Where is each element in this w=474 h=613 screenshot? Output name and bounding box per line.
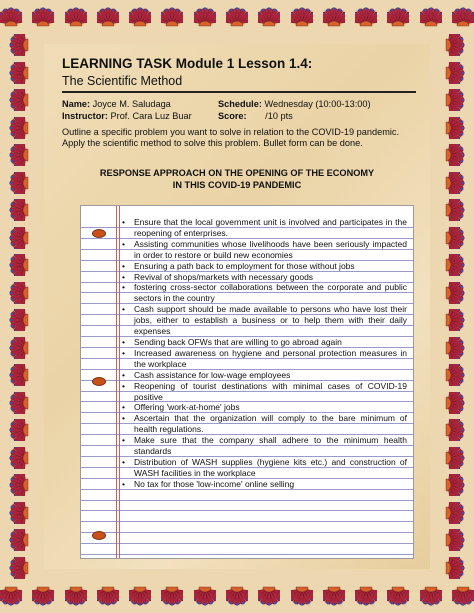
name-label: Name: bbox=[62, 99, 91, 109]
fan-ornament-icon bbox=[8, 282, 30, 304]
response-list bbox=[121, 217, 407, 490]
score-value: /10 pts bbox=[265, 111, 293, 121]
list-item: • Increased awareness on hygiene and personal protection measures in the workplace bbox=[121, 348, 407, 370]
fan-ornament-icon bbox=[444, 529, 466, 551]
fan-ornament-icon bbox=[444, 309, 466, 331]
score-row bbox=[218, 111, 293, 121]
fan-ornament-icon bbox=[444, 89, 466, 111]
punch-hole-icon bbox=[92, 229, 106, 238]
response-heading-line1: RESPONSE APPROACH ON THE OPENING OF THE ECONOMY bbox=[99, 168, 375, 178]
fan-ornament-icon bbox=[444, 282, 466, 304]
fan-ornament-icon bbox=[444, 557, 466, 579]
schedule-value: Wednesday (10:00-13:00) bbox=[264, 99, 371, 109]
fan-ornament-icon bbox=[32, 585, 54, 607]
fan-ornament-icon bbox=[444, 364, 466, 386]
notepad-rule-line bbox=[81, 543, 413, 544]
fan-ornament-icon bbox=[444, 502, 466, 524]
fan-ornament-icon bbox=[8, 199, 30, 221]
fan-ornament-icon bbox=[8, 419, 30, 441]
fan-ornament-icon bbox=[161, 6, 183, 28]
list-item: • Sending back OFWs that are willing to go abroad again bbox=[121, 337, 407, 348]
fan-ornament-icon bbox=[444, 34, 466, 56]
fan-ornament-icon bbox=[444, 172, 466, 194]
fan-ornament-icon bbox=[194, 585, 216, 607]
fan-ornament-icon bbox=[8, 172, 30, 194]
fan-ornament-icon bbox=[8, 474, 30, 496]
response-heading-line2: IN THIS COVID-19 PANDEMIC bbox=[172, 179, 302, 190]
fan-ornament-icon bbox=[8, 392, 30, 414]
punch-hole-icon bbox=[92, 377, 106, 386]
list-item: • Distribution of WASH supplies (hygiene kits etc.) and construction of WASH facilities in the workplace bbox=[121, 457, 407, 479]
fan-ornament-icon bbox=[97, 585, 119, 607]
fan-ornament-icon bbox=[8, 529, 30, 551]
list-item: • Assisting communities whose livelihoods have been seriously impacted in order to restore or build new economies bbox=[121, 239, 407, 261]
fan-ornament-icon bbox=[444, 474, 466, 496]
list-item: • Revival of shops/markets with necessary goods bbox=[121, 272, 407, 283]
fan-ornament-icon bbox=[444, 144, 466, 166]
fan-ornament-icon bbox=[323, 585, 345, 607]
fan-ornament-icon bbox=[8, 337, 30, 359]
fan-ornament-icon bbox=[420, 585, 442, 607]
fan-ornament-icon bbox=[444, 392, 466, 414]
punch-hole-icon bbox=[92, 531, 106, 540]
notepad-rule-line bbox=[81, 554, 413, 555]
instructions-text: Outline a specific problem you want to solve in relation to the COVID-19 pandemic. Apply the scientific method to solve this problem. Bullet form can be done. bbox=[62, 127, 400, 149]
list-item: • fostering cross-sector collaborations between the corporate and public sectors in the country bbox=[121, 282, 407, 304]
fan-ornament-icon bbox=[420, 6, 442, 28]
fan-ornament-icon bbox=[8, 309, 30, 331]
notepad-rule-line bbox=[81, 510, 413, 511]
fan-ornament-icon bbox=[258, 6, 280, 28]
fan-ornament-icon bbox=[444, 117, 466, 139]
schedule-label: Schedule: bbox=[218, 99, 262, 109]
fan-ornament-icon bbox=[444, 62, 466, 84]
fan-ornament-icon bbox=[129, 585, 151, 607]
fan-ornament-icon bbox=[452, 6, 474, 28]
fan-ornament-icon bbox=[8, 254, 30, 276]
fan-ornament-icon bbox=[8, 557, 30, 579]
notepad-margin-line bbox=[119, 206, 120, 558]
fan-ornament-icon bbox=[444, 199, 466, 221]
list-item: • Offering 'work-at-home' jobs bbox=[121, 402, 407, 413]
fan-ornament-icon bbox=[65, 6, 87, 28]
instructor-value: Prof. Cara Luz Buar bbox=[110, 111, 192, 121]
fan-ornament-icon bbox=[444, 337, 466, 359]
notepad-sheet bbox=[80, 205, 414, 559]
list-item: • Reopening of tourist destinations with minimal cases of COVID-19 positive bbox=[121, 381, 407, 403]
score-label: Score: bbox=[218, 111, 247, 121]
fan-ornament-icon bbox=[323, 6, 345, 28]
fan-ornament-icon bbox=[0, 6, 22, 28]
fan-ornament-icon bbox=[8, 62, 30, 84]
fan-ornament-icon bbox=[444, 254, 466, 276]
fan-ornament-icon bbox=[161, 585, 183, 607]
fan-ornament-icon bbox=[0, 585, 22, 607]
fan-ornament-icon bbox=[8, 227, 30, 249]
fan-ornament-icon bbox=[8, 34, 30, 56]
student-name-row bbox=[62, 99, 171, 109]
fan-ornament-icon bbox=[129, 6, 151, 28]
list-item: • Cash support should be made available to persons who have lost their jobs, either to establish a business or to help them with their daily expenses bbox=[121, 304, 407, 337]
fan-ornament-icon bbox=[355, 585, 377, 607]
fan-ornament-icon bbox=[355, 6, 377, 28]
fan-ornament-icon bbox=[291, 585, 313, 607]
task-subtitle: The Scientific Method bbox=[62, 74, 183, 88]
fan-ornament-icon bbox=[65, 585, 87, 607]
fan-ornament-icon bbox=[291, 6, 313, 28]
fan-ornament-icon bbox=[387, 6, 409, 28]
fan-ornament-icon bbox=[452, 585, 474, 607]
fan-ornament-icon bbox=[444, 447, 466, 469]
fan-ornament-icon bbox=[444, 227, 466, 249]
name-value: Joyce M. Saludaga bbox=[92, 99, 171, 109]
fan-ornament-icon bbox=[8, 89, 30, 111]
schedule-row bbox=[218, 99, 371, 109]
fan-ornament-icon bbox=[8, 502, 30, 524]
fan-ornament-icon bbox=[97, 6, 119, 28]
list-item: • Ascertain that the organization will comply to the bare minimum of health regulations. bbox=[121, 413, 407, 435]
fan-ornament-icon bbox=[226, 585, 248, 607]
title-divider bbox=[62, 91, 416, 93]
notepad-margin-line bbox=[116, 206, 117, 558]
list-item: • Ensure that the local government unit is involved and participates in the reopening of enterprises. bbox=[121, 217, 407, 239]
list-item: • Make sure that the company shall adhere to the minimum health standards bbox=[121, 435, 407, 457]
notepad-rule-line bbox=[81, 500, 413, 501]
list-item: • No tax for those 'low-income' online selling bbox=[121, 479, 407, 490]
fan-ornament-icon bbox=[8, 364, 30, 386]
instructor-label: Instructor: bbox=[62, 111, 108, 121]
list-item: • Ensuring a path back to employment for those without jobs bbox=[121, 261, 407, 272]
fan-ornament-icon bbox=[8, 144, 30, 166]
fan-ornament-icon bbox=[226, 6, 248, 28]
instructor-row bbox=[62, 111, 192, 121]
fan-ornament-icon bbox=[444, 419, 466, 441]
fan-ornament-icon bbox=[32, 6, 54, 28]
fan-ornament-icon bbox=[258, 585, 280, 607]
list-item: • Cash assistance for low-wage employees bbox=[121, 370, 407, 381]
fan-ornament-icon bbox=[8, 117, 30, 139]
fan-ornament-icon bbox=[387, 585, 409, 607]
fan-ornament-icon bbox=[194, 6, 216, 28]
task-title: LEARNING TASK Module 1 Lesson 1.4: bbox=[62, 56, 313, 71]
fan-ornament-icon bbox=[8, 447, 30, 469]
notepad-rule-line bbox=[81, 532, 413, 533]
response-heading bbox=[62, 168, 412, 191]
notepad-rule-line bbox=[81, 521, 413, 522]
